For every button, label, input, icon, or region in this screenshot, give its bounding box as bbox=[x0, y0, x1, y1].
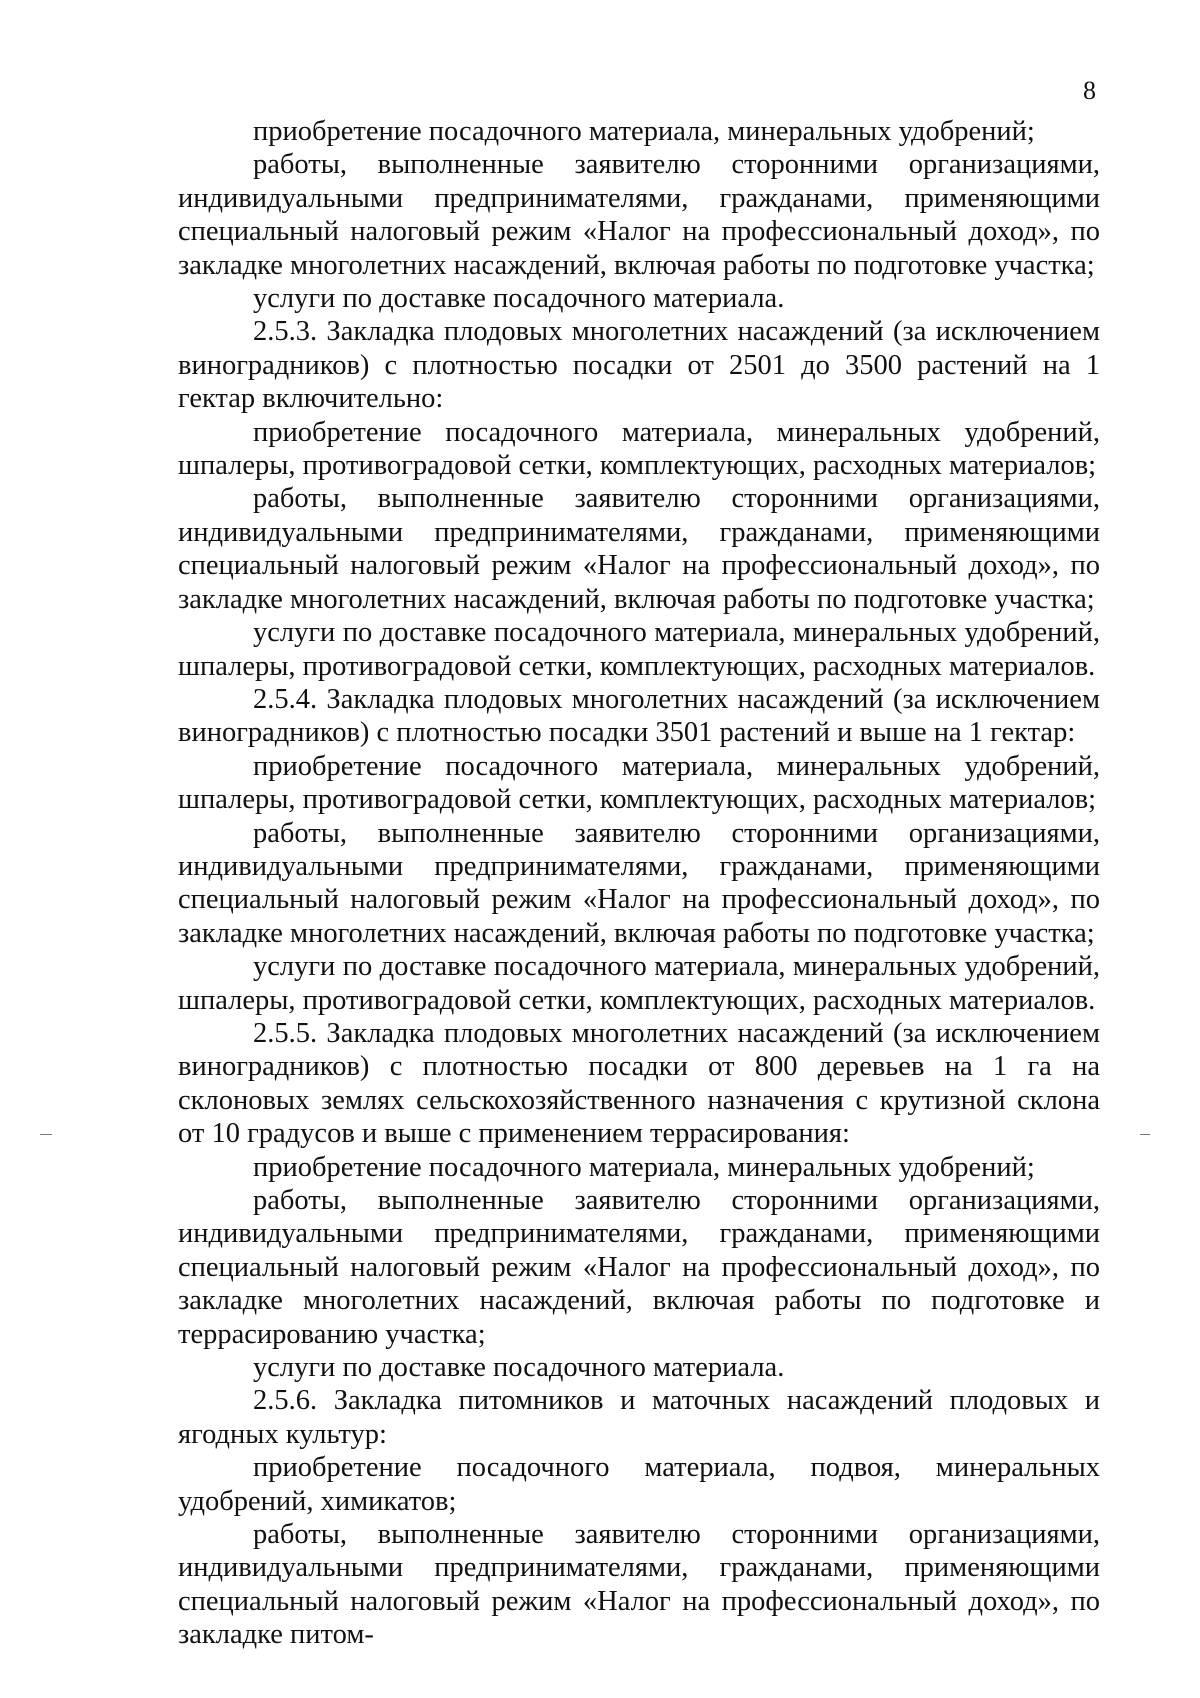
paragraph: приобретение посадочного материала, минеральных удобрений, шпалеры, противоградовой сетки, комплектующих, расходных материалов; bbox=[178, 416, 1100, 482]
paragraph: услуги по доставке посадочного материала. bbox=[253, 283, 785, 315]
section-heading-2-5-5: 2.5.5. Закладка плодовых многолетних насаждений (за исключением виноградников) с плотностью посадки от 800 деревьев на 1 га на склоновых землях сельскохозяйственного назначения с крутизной склона от 10 градусов и выше с применением террасирования: bbox=[178, 1017, 1100, 1150]
paragraph: работы, выполненные заявителю сторонними организациями, индивидуальными предпринимателями, гражданами, применяющими специальный налоговый режим «Налог на профессиональный доход», по закладке многолетних насаждений, включая работы по подготовке участка; bbox=[178, 483, 1100, 615]
paragraph: услуги по доставке посадочного материала. bbox=[253, 1352, 785, 1384]
page-number: 8 bbox=[1083, 76, 1096, 105]
paragraph: работы, выполненные заявителю сторонними организациями, индивидуальными предпринимателями, гражданами, применяющими специальный налоговый режим «Налог на профессиональный доход», по закладке многолетних насаждений, включая работы по подготовке участка; bbox=[178, 149, 1100, 281]
paragraph: работы, выполненные заявителю сторонними организациями, индивидуальными предпринимателями, гражданами, применяющими специальный налоговый режим «Налог на профессиональный доход», по закладке многолетних насаждений, включая работы по подготовке и террасированию участка; bbox=[178, 1185, 1100, 1350]
paragraph: услуги по доставке посадочного материала, минеральных удобрений, шпалеры, противоградовой сетки, комплектующих, расходных материалов. bbox=[178, 617, 1100, 682]
paragraph: услуги по доставке посадочного материала, минеральных удобрений, шпалеры, противоградовой сетки, комплектующих, расходных материалов. bbox=[178, 951, 1100, 1016]
paragraph: приобретение посадочного материала, минеральных удобрений, шпалеры, противоградовой сетки, комплектующих, расходных материалов; bbox=[178, 750, 1100, 816]
paragraph: работы, выполненные заявителю сторонними организациями, индивидуальными предпринимателями, гражданами, применяющими специальный налоговый режим «Налог на профессиональный доход», по закладке многолетних насаждений, включая работы по подготовке участка; bbox=[178, 817, 1100, 949]
section-heading-2-5-4: 2.5.4. Закладка плодовых многолетних насаждений (за исключением виноградников) с плотностью посадки 3501 растений и выше на 1 гектар: bbox=[178, 683, 1100, 749]
scan-mark-left bbox=[40, 1134, 52, 1135]
paragraph: приобретение посадочного материала, минеральных удобрений; bbox=[253, 116, 1035, 147]
paragraph: приобретение посадочного материала, минеральных удобрений; bbox=[253, 1151, 1035, 1183]
scan-mark-right bbox=[1140, 1134, 1150, 1135]
paragraph: приобретение посадочного материала, подвоя, минеральных удобрений, химикатов; bbox=[178, 1452, 1100, 1517]
paragraph: работы, выполненные заявителю сторонними организациями, индивидуальными предпринимателями, гражданами, применяющими специальный налоговый режим «Налог на профессиональный доход», по закладке питом- bbox=[178, 1519, 1100, 1651]
document-body bbox=[178, 115, 1100, 1652]
section-heading-2-5-3: 2.5.3. Закладка плодовых многолетних насаждений (за исключением виноградников) с плотностью посадки от 2501 до 3500 растений на 1 гектар включительно: bbox=[178, 316, 1100, 415]
section-heading-2-5-6: 2.5.6. Закладка питомников и маточных насаждений плодовых и ягодных культур: bbox=[178, 1385, 1100, 1450]
